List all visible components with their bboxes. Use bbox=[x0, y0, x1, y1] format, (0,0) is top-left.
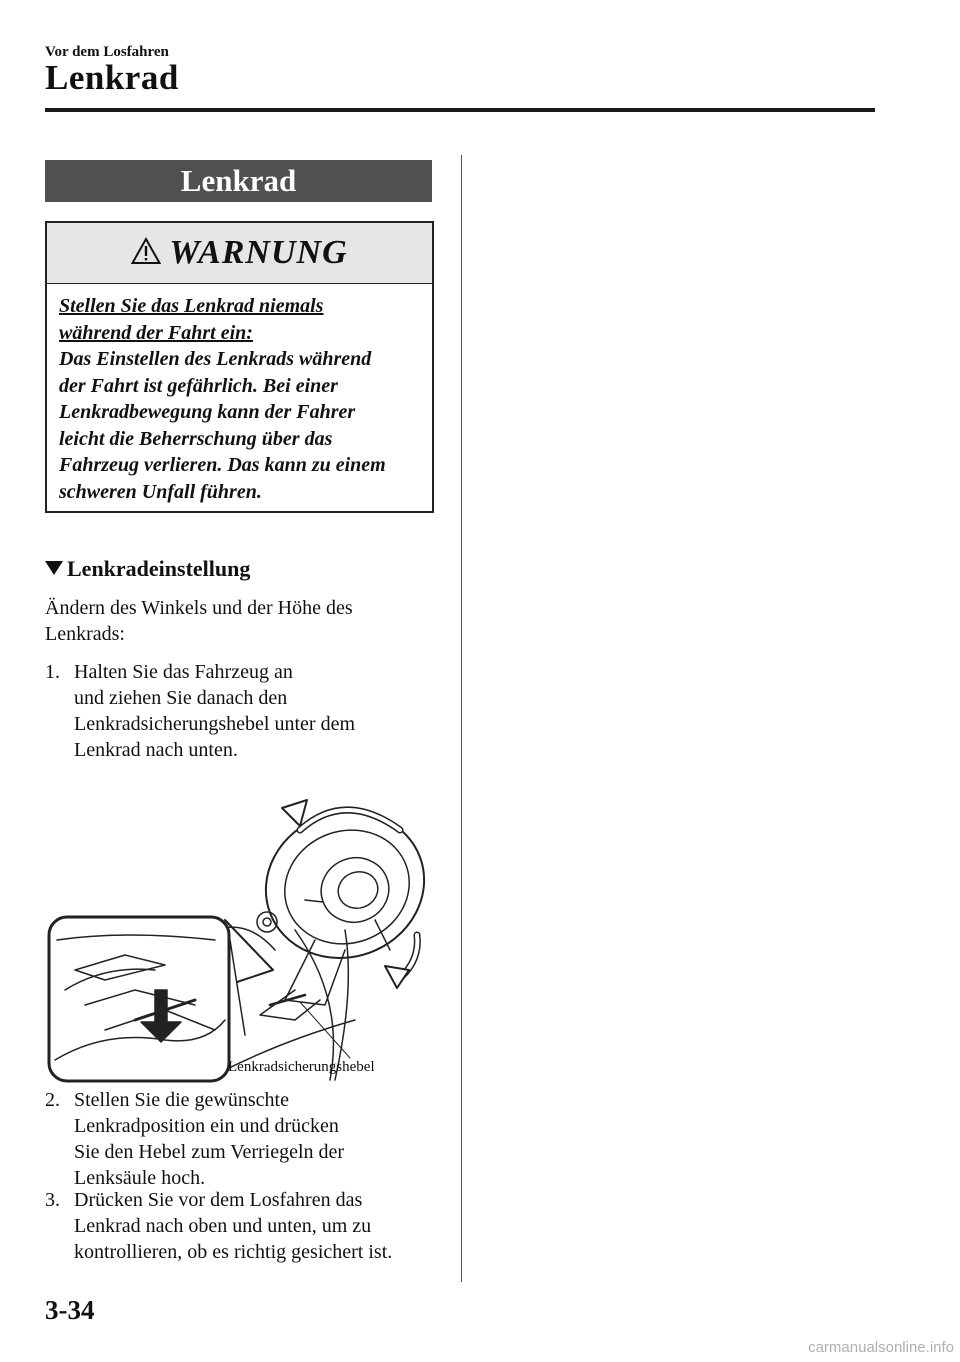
chapter-title: Vor dem Losfahren bbox=[45, 44, 169, 60]
header-rule bbox=[45, 108, 875, 112]
subsection-title: Lenkradeinstellung bbox=[67, 556, 251, 581]
warning-text-line: Fahrzeug verlieren. Das kann zu einem bbox=[59, 454, 386, 476]
section-banner: Lenkrad bbox=[45, 160, 432, 202]
step-1 bbox=[45, 659, 455, 763]
step-line: und ziehen Sie danach den bbox=[74, 687, 288, 709]
watermark: carmanualsonline.info bbox=[808, 1339, 954, 1356]
step-line: kontrollieren, ob es richtig gesichert ist. bbox=[74, 1241, 393, 1263]
step-number: 1. bbox=[45, 661, 60, 683]
intro-line: Ändern des Winkels und der Höhe des bbox=[45, 597, 353, 619]
warning-title: WARNUNG bbox=[169, 234, 348, 271]
step-line: Drücken Sie vor dem Losfahren das bbox=[74, 1189, 363, 1211]
intro-paragraph bbox=[45, 595, 445, 647]
step-line: Halten Sie das Fahrzeug an bbox=[74, 661, 293, 683]
warning-text-line: Lenkradbewegung kann der Fahrer bbox=[59, 401, 356, 423]
warning-text-line: Das Einstellen des Lenkrads während bbox=[59, 348, 372, 370]
step-line: Lenkrad nach unten. bbox=[74, 739, 238, 761]
step-3 bbox=[45, 1187, 455, 1265]
running-title: Lenkrad bbox=[45, 58, 179, 97]
step-line: Sie den Hebel zum Verriegeln der bbox=[74, 1141, 345, 1163]
warning-text-line: schweren Unfall führen. bbox=[59, 480, 262, 503]
step-line: Lenkradposition ein und drücken bbox=[74, 1115, 339, 1137]
warning-box bbox=[45, 221, 434, 513]
down-triangle-icon bbox=[45, 556, 63, 582]
warning-text-line: leicht die Beherrschung über das bbox=[59, 427, 333, 450]
step-line: Lenkrad nach oben und unten, um zu bbox=[74, 1215, 372, 1237]
step-line: Lenksäule hoch. bbox=[74, 1167, 206, 1189]
warning-body bbox=[47, 284, 432, 505]
warning-heading-line: Stellen Sie das Lenkrad niemals bbox=[59, 295, 324, 317]
page-number: 3-34 bbox=[45, 1295, 95, 1325]
steering-wheel-figure bbox=[45, 790, 435, 1085]
step-number: 3. bbox=[45, 1189, 60, 1211]
step-line: Stellen Sie die gewünschte bbox=[74, 1089, 289, 1111]
warning-header bbox=[47, 223, 432, 284]
step-line: Lenkradsicherungshebel unter dem bbox=[74, 713, 356, 735]
warning-text-line: der Fahrt ist gefährlich. Bei einer bbox=[59, 374, 338, 397]
column-divider bbox=[461, 155, 462, 1282]
step-number: 2. bbox=[45, 1089, 60, 1111]
subsection-heading bbox=[45, 556, 250, 582]
warning-heading-line: während der Fahrt ein: bbox=[59, 321, 253, 344]
intro-line: Lenkrads: bbox=[45, 623, 125, 645]
warning-triangle-icon bbox=[131, 237, 161, 270]
figure-label: Lenkradsicherungshebel bbox=[228, 1059, 375, 1075]
step-2 bbox=[45, 1087, 455, 1191]
